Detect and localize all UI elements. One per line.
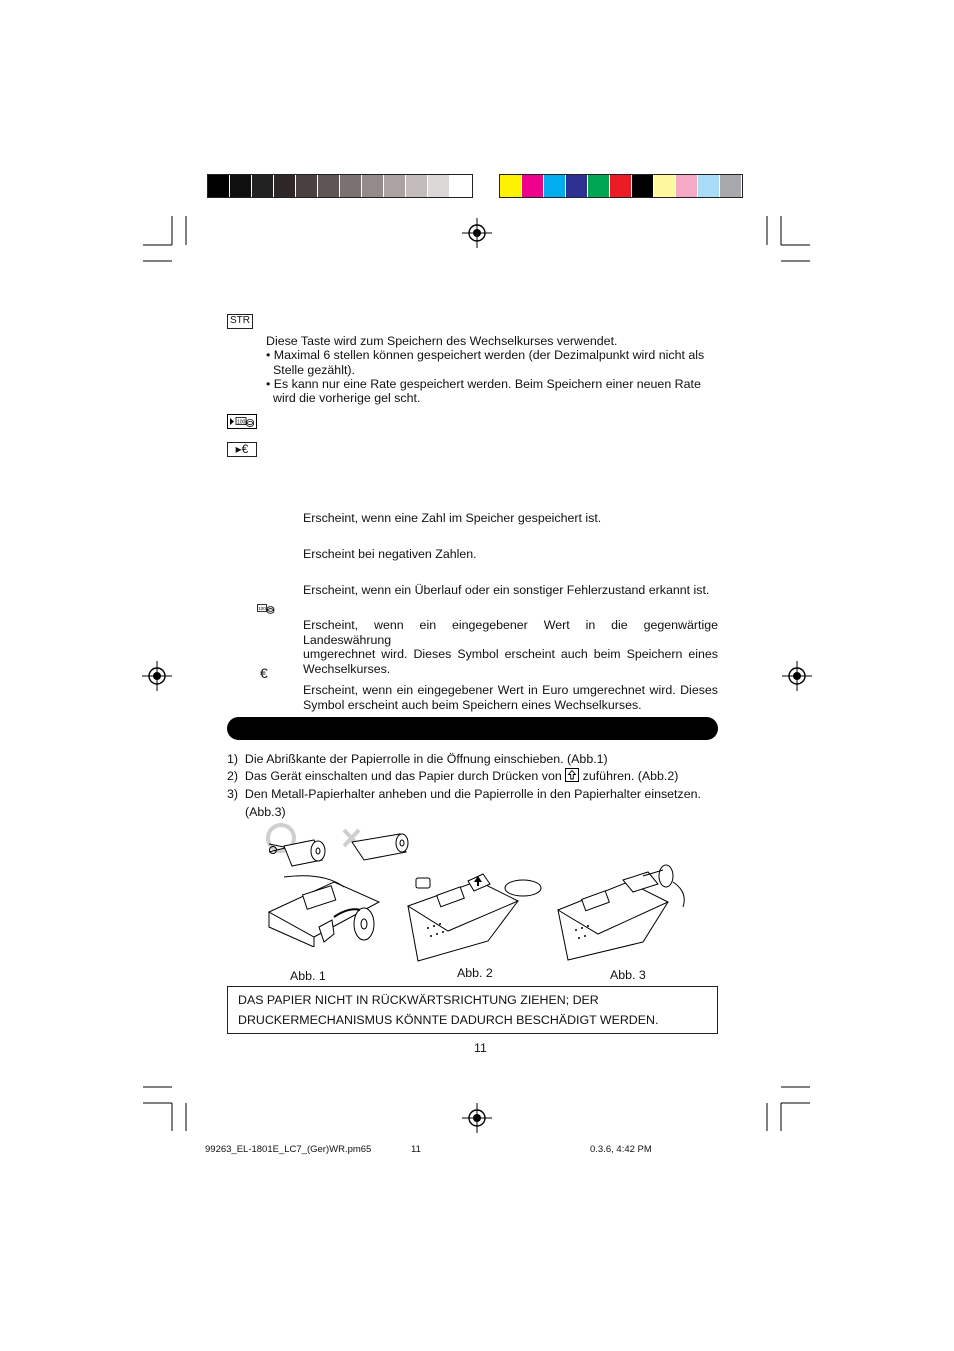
local-currency-key-icon xyxy=(227,414,257,429)
euro-line: Symbol erscheint auch beim Speichern eines Wechselkurses. xyxy=(303,697,642,712)
euro-line: Erscheint, wenn ein eingegebener Wert in Euro umgerechnet wird. Dieses xyxy=(303,683,718,697)
step-number: 1) xyxy=(227,752,239,766)
abb2-caption: Abb. 2 xyxy=(457,966,493,980)
abb1-illustration xyxy=(264,872,394,947)
registration-mark-bottom-icon xyxy=(462,1103,492,1133)
str-bullet-1-cont: Stelle gezählt). xyxy=(273,363,355,377)
local-currency-symbol-icon xyxy=(257,603,275,614)
abb3-caption: Abb. 3 xyxy=(610,968,646,982)
memory-symbol-text: Erscheint, wenn eine Zahl im Speicher gespeichert ist. xyxy=(303,511,602,525)
warning-line-2: DRUCKERMECHANISMUS KÖNNTE DADURCH BESCHÄDIGT WERDEN. xyxy=(238,1013,659,1027)
warning-line-1: DAS PAPIER NICHT IN RÜCKWÄRTSRICHTUNG ZIEHEN; DER xyxy=(238,993,599,1007)
warning-box xyxy=(227,986,718,1034)
str-bullet-2: • Es kann nur eine Rate gespeichert werden. Beim Speichern einer neuen Rate xyxy=(266,377,701,391)
step-text: zuführen. (Abb.2) xyxy=(582,769,679,783)
bullet-text: Maximal 6 stellen können gespeichert werden (der Dezimalpunkt wird nicht als xyxy=(273,348,705,362)
svg-text:100: 100 xyxy=(258,606,266,611)
abb2-illustration xyxy=(398,866,548,966)
step-number: 2) xyxy=(227,769,239,783)
registration-mark-top-icon xyxy=(462,218,492,248)
section-banner xyxy=(227,717,718,740)
step-3-cont: (Abb.3) xyxy=(245,805,286,819)
negative-symbol-text: Erscheint bei negativen Zahlen. xyxy=(303,547,477,561)
step-2 xyxy=(227,768,678,785)
abb1-caption: Abb. 1 xyxy=(290,969,326,983)
step-1 xyxy=(227,751,608,768)
local-line: umgerechnet wird. Dieses Symbol erscheint auch beim Speichern eines xyxy=(303,647,718,661)
step-text: Die Abrißkante der Papierrolle in die Öffnung einschieben. (Abb.1) xyxy=(244,752,608,766)
step-text: Das Gerät einschalten und das Papier durch Drücken von xyxy=(244,769,562,783)
abb3-illustration xyxy=(548,862,698,962)
bullet-text: Es kann nur eine Rate gespeichert werden. Beim Speichern einer neuen Rate xyxy=(273,377,701,391)
euro-text xyxy=(303,683,718,712)
euro-symbol: € xyxy=(260,665,268,681)
footer-date: 0.3.6, 4:42 PM xyxy=(590,1144,652,1155)
step-3 xyxy=(227,786,701,803)
footer-file: 99263_EL-1801E_LC7_(Ger)WR.pm65 xyxy=(205,1144,372,1155)
local-currency-text xyxy=(303,618,718,676)
error-symbol-text: Erscheint, wenn ein Überlauf oder ein sonstiger Fehlerzustand erkannt ist. xyxy=(303,583,710,597)
step-number: 3) xyxy=(227,787,239,801)
registration-mark-left-icon xyxy=(142,661,172,691)
euro-key: ▸€ xyxy=(227,442,257,457)
step-text: Den Metall-Papierhalter anheben und die Papierrolle in den Papierhalter einsetzen. xyxy=(244,787,701,801)
str-bullet-2-cont: wird die vorherige gel scht. xyxy=(273,391,421,405)
svg-text:100: 100 xyxy=(237,419,246,426)
str-key: STR xyxy=(227,314,253,329)
page-number: 11 xyxy=(474,1041,487,1055)
paper-roll-cut-illustration xyxy=(264,822,414,872)
str-bullet-1: • Maximal 6 stellen können gespeichert werden (der Dezimalpunkt wird nicht als xyxy=(266,348,705,362)
paper-feed-key-icon xyxy=(565,768,579,782)
footer-page: 11 xyxy=(411,1144,421,1155)
local-line: Wechselkurses. xyxy=(303,661,391,676)
registration-mark-right-icon xyxy=(782,661,812,691)
local-line: Erscheint, wenn ein eingegebener Wert in die gegenwärtige Landeswährung xyxy=(303,618,718,647)
str-description: Diese Taste wird zum Speichern des Wechselkurses verwendet. xyxy=(266,334,618,348)
